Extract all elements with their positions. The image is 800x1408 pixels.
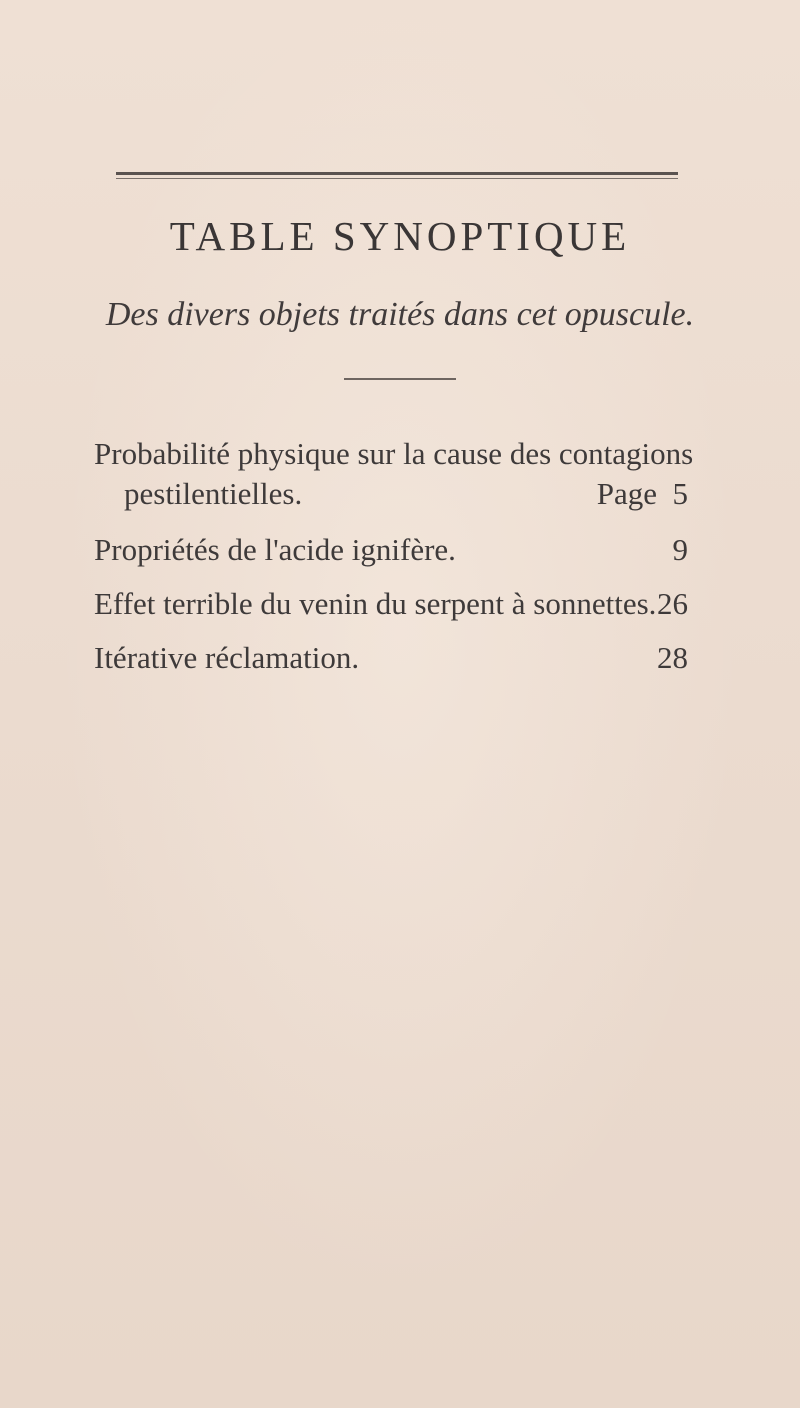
- entry-title-line1: Probabilité physique sur la cause des contagions: [94, 436, 694, 471]
- page-number: 26: [657, 586, 688, 621]
- rule-thick-line: [116, 172, 678, 175]
- entry-title: Propriétés de l'acide ignifère.: [94, 532, 456, 567]
- toc-entry: [94, 436, 694, 512]
- entry-page-ref: [597, 476, 688, 512]
- page-number: 5: [672, 476, 688, 511]
- toc-entry: [94, 586, 688, 622]
- page-number: 28: [657, 640, 688, 675]
- rule-thin-line: [116, 178, 678, 179]
- page-subtitle: Des divers objets traités dans cet opuscule.: [105, 296, 695, 333]
- page-number: 9: [672, 532, 688, 567]
- page-title: TABLE SYNOPTIQUE: [169, 213, 631, 259]
- section-divider: [344, 378, 456, 380]
- entry-title: Itérative réclamation.: [94, 640, 360, 675]
- entry-title: Effet terrible du venin du serpent à sonnettes.: [94, 586, 657, 621]
- toc-entry: [94, 640, 688, 676]
- page-prefix: Page: [596, 476, 657, 511]
- toc-entry: [94, 532, 688, 568]
- entry-title-line2: pestilentielles.: [124, 476, 303, 511]
- header-double-rule: [116, 172, 678, 181]
